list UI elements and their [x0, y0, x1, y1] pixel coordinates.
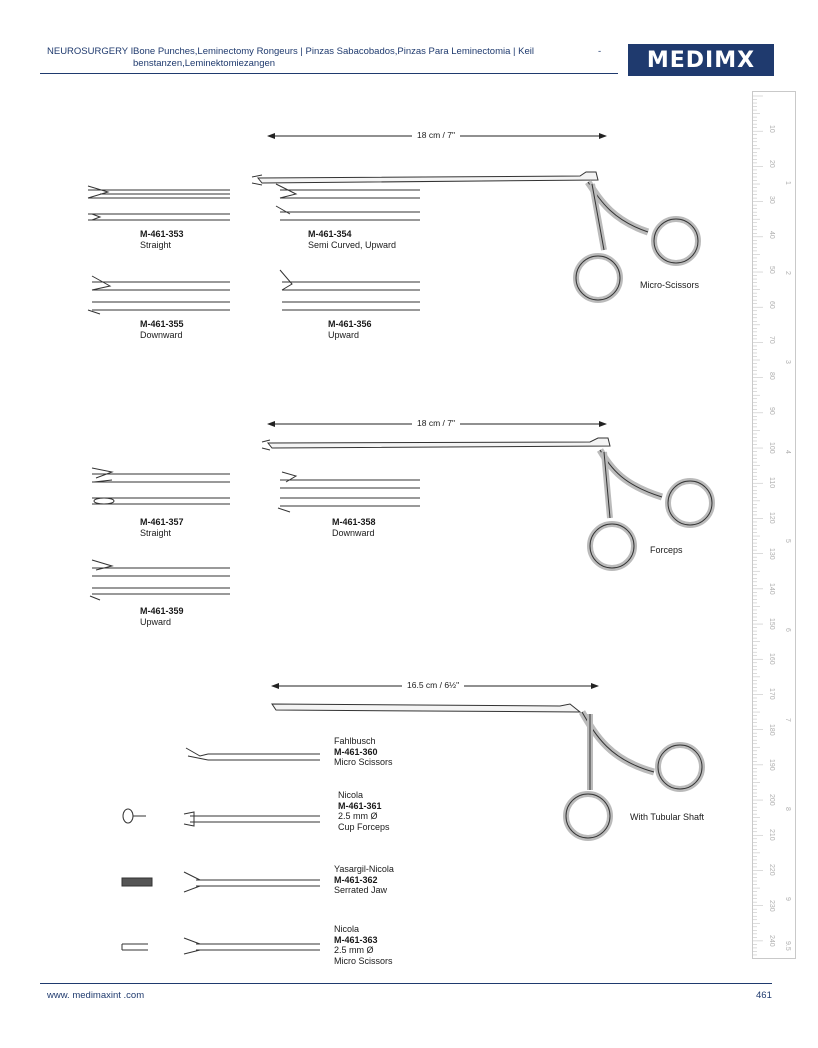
- ruler-cm-label: 190: [768, 758, 775, 771]
- item-code: M-461-363: [334, 934, 378, 945]
- ruler-inch-label: 4: [784, 449, 791, 454]
- item-spec: 2.5 mm Ø: [334, 945, 374, 955]
- ruler-cm-label: 150: [768, 618, 775, 630]
- ruler-cm-label: 160: [768, 653, 775, 665]
- item-caption: [332, 517, 376, 538]
- item-caption: [334, 736, 393, 768]
- tip-detail-361: [123, 809, 320, 826]
- ruler-cm-label: 30: [768, 195, 775, 204]
- item-caption: [308, 229, 396, 250]
- ruler-cm-label: 60: [768, 301, 775, 310]
- item-desc: Downward: [332, 527, 375, 538]
- length-label-3: 16.5 cm / 6½": [402, 680, 464, 690]
- item-code: M-461-359: [140, 606, 184, 616]
- tip-detail-353: [88, 186, 230, 220]
- footer-url: www. medimaxint .com: [47, 990, 145, 1001]
- item-desc: Upward: [328, 329, 360, 340]
- group-label-micro-scissors: Micro-Scissors: [640, 280, 700, 290]
- item-name: Nicola: [338, 790, 364, 800]
- ruler-inch-label: 5: [784, 539, 791, 543]
- ruler-cm-label: 130: [768, 547, 775, 560]
- item-caption: [334, 924, 393, 966]
- ruler-inch-label: 1: [784, 181, 791, 186]
- item-name: Yasargil-Nicola: [334, 864, 394, 874]
- page-header-title: Bone Punches,Leminectomy Rongeurs | Pinzas Sabacobados,Pinzas Para Leminectomia | Keil benstanzen,Leminektomiezangen: [133, 46, 534, 69]
- tip-detail-360: [186, 748, 320, 760]
- group-label-tubular-shaft: With Tubular Shaft: [630, 812, 705, 822]
- item-desc: Micro Scissors: [334, 757, 393, 767]
- ruler-inch-label: 2: [784, 270, 791, 275]
- item-code: M-461-362: [334, 874, 378, 885]
- tip-detail-362: [122, 872, 320, 892]
- item-spec: 2.5 mm Ø: [338, 811, 378, 821]
- tip-detail-356: [280, 270, 420, 310]
- ruler-cm-label: 70: [768, 336, 775, 345]
- item-code: M-461-354: [308, 229, 352, 239]
- ruler-cm-label: 80: [768, 371, 775, 380]
- length-label-1: 18 cm / 7": [412, 130, 460, 140]
- length-label-2: 18 cm / 7": [412, 418, 460, 428]
- medimax-logo: MEDIMX: [628, 44, 774, 76]
- ruler-cm-label: 50: [768, 266, 775, 274]
- item-desc: Cup Forceps: [338, 821, 390, 832]
- ruler-inch-label: 7: [784, 717, 791, 722]
- item-name: Fahlbusch: [334, 736, 376, 746]
- ruler-cm-label: 220: [768, 864, 775, 877]
- item-caption: [140, 319, 184, 340]
- item-code: M-461-353: [140, 229, 184, 239]
- ruler-cm-label: 240: [768, 934, 775, 947]
- group-label-forceps: Forceps: [650, 545, 683, 555]
- item-caption: [328, 319, 372, 340]
- item-code: M-461-360: [334, 746, 378, 757]
- item-desc: Downward: [140, 329, 183, 340]
- ruler-cm-label: 40: [768, 230, 775, 239]
- item-caption: [334, 864, 394, 896]
- item-desc: Semi Curved, Upward: [308, 239, 397, 250]
- ruler-cm-label: 20: [768, 160, 775, 169]
- ruler-cm-label: 90: [768, 406, 775, 415]
- item-code: M-461-355: [140, 319, 184, 329]
- item-caption: [140, 517, 184, 538]
- ruler-inch-label: 6: [784, 628, 791, 633]
- ruler-cm-label: 230: [768, 899, 775, 912]
- ruler-cm-label: 100: [768, 442, 775, 454]
- ruler-cm-label: 170: [768, 688, 775, 701]
- item-desc: Upward: [140, 616, 172, 627]
- tip-detail-358: [278, 472, 420, 512]
- forceps-instrument: [262, 438, 712, 568]
- ruler-cm-label: 210: [768, 829, 775, 841]
- ruler-inch-label: 9: [784, 896, 791, 901]
- item-caption: [140, 606, 184, 627]
- ruler-cm-label: 110: [768, 477, 775, 489]
- item-code: M-461-356: [328, 319, 372, 329]
- measurement-ruler: [752, 91, 796, 959]
- item-desc: Micro Scissors: [334, 955, 393, 966]
- item-code: M-461-361: [338, 800, 382, 811]
- ruler-inch-label: 9.5: [784, 941, 791, 952]
- ruler-cm-label: 120: [768, 512, 775, 525]
- item-code: M-461-357: [140, 517, 184, 527]
- item-name: Nicola: [334, 924, 360, 934]
- ruler-cm-label: 10: [768, 125, 775, 133]
- ruler-inch-label: 8: [784, 807, 791, 812]
- item-caption: [140, 229, 184, 250]
- item-desc: Straight: [140, 527, 172, 538]
- item-desc: Straight: [140, 239, 172, 250]
- tip-detail-363: [122, 938, 320, 954]
- header-dash: -: [598, 46, 602, 57]
- item-caption: [338, 790, 390, 832]
- tip-detail-359: [90, 560, 230, 600]
- page-number: 461: [756, 990, 772, 1001]
- ruler-cm-label: 200: [768, 794, 775, 806]
- item-code: M-461-358: [332, 517, 376, 527]
- item-desc: Serrated Jaw: [334, 885, 388, 895]
- tip-detail-357: [92, 468, 230, 504]
- ruler-cm-label: 180: [768, 723, 775, 736]
- ruler-cm-label: 140: [768, 582, 775, 595]
- tip-detail-354: [276, 184, 420, 220]
- ruler-inch-label: 3: [784, 360, 791, 365]
- tip-detail-355: [88, 276, 230, 314]
- section-label: NEUROSURGERY I: [47, 46, 134, 57]
- footer-rule: [40, 983, 772, 984]
